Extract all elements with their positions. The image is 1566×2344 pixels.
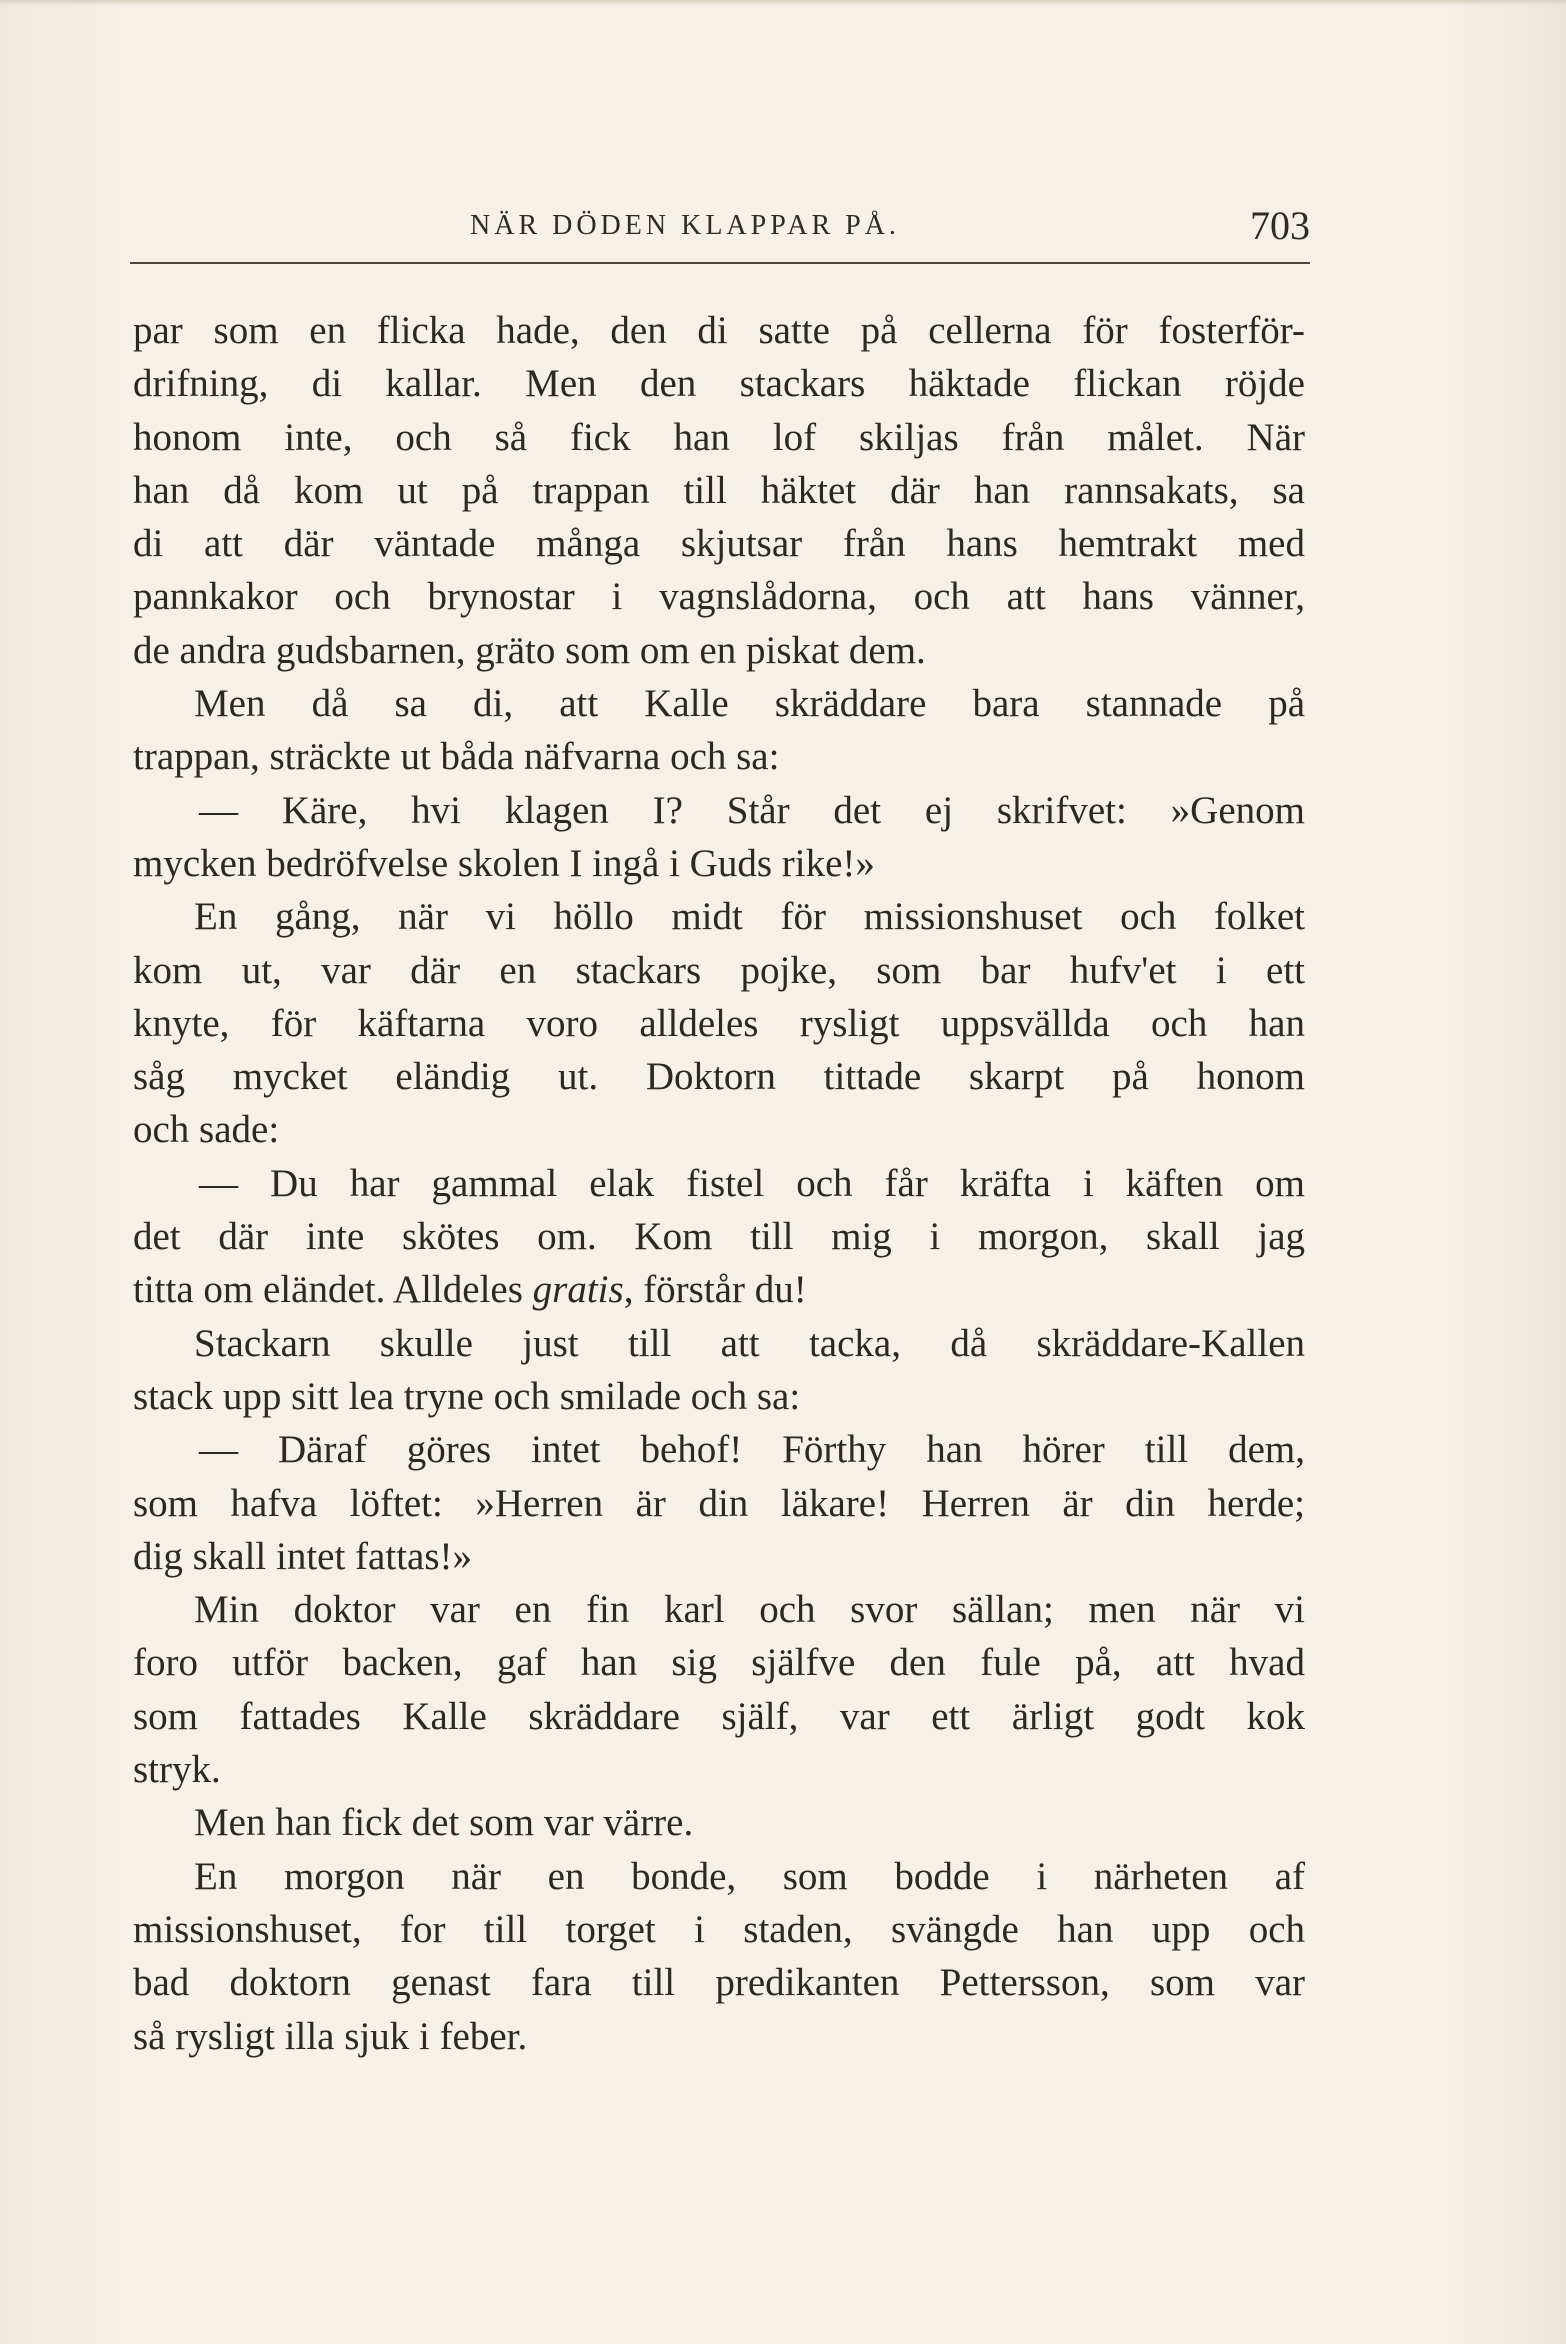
- text-line: som hafva löftet: »Herren är din läkare! Herren är din herde;: [133, 1481, 1305, 1525]
- text-line: stryk.: [133, 1748, 221, 1792]
- text-line-gratis: [133, 1263, 1305, 1316]
- text-line: Men då sa di, att Kalle skräddare bara stannade på: [194, 682, 1305, 726]
- text-line: dig skall intet fattas!»: [133, 1534, 473, 1578]
- text-line: — Du har gammal elak fistel och får kräfta i käften om: [199, 1161, 1305, 1205]
- text-line: mycken bedröfvelse skolen I ingå i Guds rike!»: [133, 841, 875, 885]
- text-line: och sade:: [133, 1108, 280, 1152]
- text-line: pannkakor och brynostar i vagnslådorna, och att hans vänner,: [133, 575, 1305, 619]
- text-line: Stackarn skulle just till att tacka, då skräddare-Kallen: [194, 1321, 1305, 1365]
- text-line: Men han fick det som var värre.: [194, 1801, 694, 1845]
- text-line: bad doktorn genast fara till predikanten Pettersson, som var: [133, 1961, 1305, 2005]
- running-title: NÄR DÖDEN KLAPPAR PÅ.: [470, 210, 900, 241]
- text-segment: , förstår du!: [623, 1268, 807, 1312]
- text-line: foro utför backen, gaf han sig själfve den fule på, att hvad: [133, 1641, 1305, 1685]
- text-line: missionshuset, for till torget i staden, svängde han upp och: [133, 1907, 1305, 1951]
- text-line: — Käre, hvi klagen I? Står det ej skrifvet: »Genom: [199, 788, 1305, 832]
- text-line: han då kom ut på trappan till häktet där han rannsakats, sa: [133, 468, 1305, 512]
- text-line: kom ut, var där en stackars pojke, som bar hufv'et i ett: [133, 948, 1305, 992]
- text-line: det där inte skötes om. Kom till mig i morgon, skall jag: [133, 1215, 1305, 1259]
- text-line: såg mycket eländig ut. Doktorn tittade skarpt på honom: [133, 1055, 1305, 1099]
- text-line: som fattades Kalle skräddare själf, var ett ärligt godt kok: [133, 1694, 1305, 1738]
- text-line: Min doktor var en fin karl och svor sällan; men när vi: [194, 1588, 1305, 1632]
- italic-word: gratis: [532, 1268, 624, 1312]
- text-line: honom inte, och så fick han lof skiljas från målet. När: [133, 415, 1305, 459]
- page-number: 703: [1250, 203, 1310, 248]
- text-line: drifning, di kallar. Men den stackars häktade flickan röjde: [133, 362, 1305, 406]
- text-line: En gång, när vi höllo midt för missionshuset och folket: [194, 895, 1305, 939]
- text-line: par som en flicka hade, den di satte på cellerna för fosterför-: [133, 309, 1305, 352]
- text-line: knyte, för käftarna voro alldeles rysligt uppsvällda och han: [133, 1001, 1305, 1045]
- text-segment: titta om eländet. Alldeles: [133, 1268, 533, 1312]
- text-line: de andra gudsbarnen, gräto som om en piskat dem.: [133, 628, 926, 672]
- header-rule: [130, 262, 1310, 264]
- text-line: di att där väntade många skjutsar från hans hemtrakt med: [133, 522, 1305, 566]
- text-line: så rysligt illa sjuk i feber.: [133, 2014, 528, 2058]
- body-text: [133, 304, 1305, 2063]
- text-line: stack upp sitt lea tryne och smilade och sa:: [133, 1374, 801, 1418]
- text-line: trappan, sträckte ut båda näfvarna och sa:: [133, 735, 780, 779]
- text-line: En morgon när en bonde, som bodde i närheten af: [194, 1854, 1305, 1898]
- page-top-edge: [0, 0, 1566, 6]
- running-head: [130, 196, 1310, 256]
- text-line: — Däraf göres intet behof! Förthy han hörer till dem,: [199, 1428, 1305, 1472]
